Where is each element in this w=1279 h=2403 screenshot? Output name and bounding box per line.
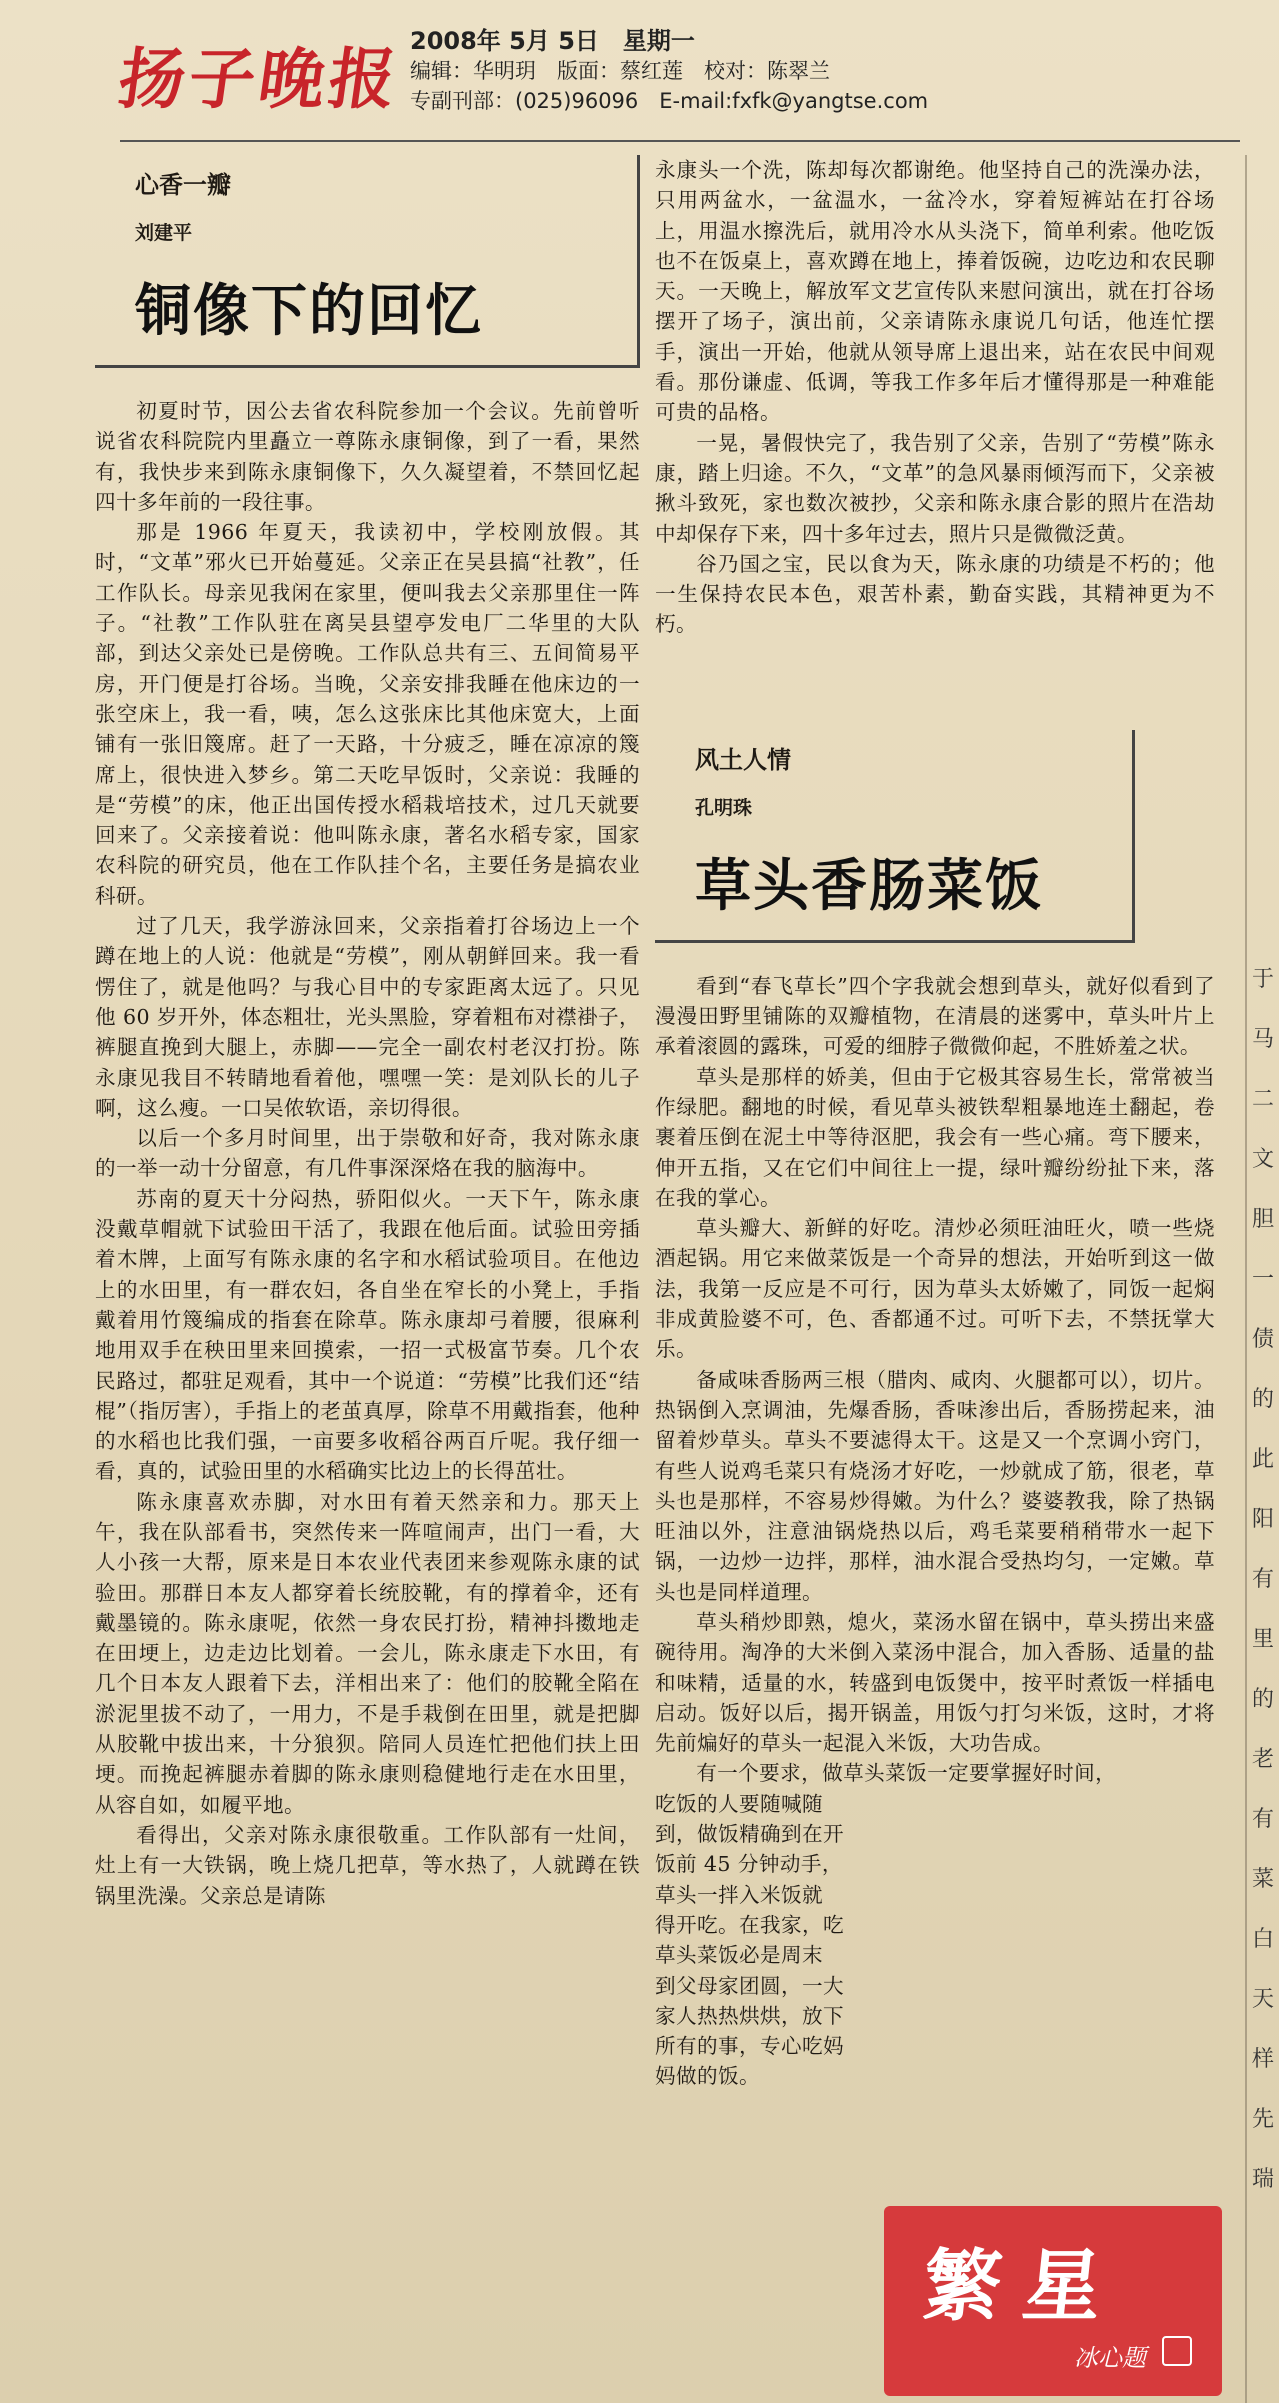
stamp-title: 繁星 <box>918 2241 1129 2332</box>
edge-char: 于 <box>1252 967 1275 992</box>
paragraph: 草头瓣大、新鲜的好吃。清炒必须旺油旺火，喷一些烧酒起锅。用它来做菜饭是一个奇异的想法，开始听到这一做法，我第一反应是不可行，因为草头太娇嫩了，同饭一起焖非成黄脸婆不可，色、香都通不过。可听下去，不禁抚掌大乐。 <box>655 1216 1215 1362</box>
masthead-meta <box>410 26 928 116</box>
edge-char: 的 <box>1252 1687 1275 1712</box>
paragraph: 看得出，父亲对陈永康很敬重。工作队部有一灶间，灶上有一大铁锅，晚上烧几把草，等水热了，人就蹲在铁锅里洗澡。父亲总是请陈 <box>95 1822 640 1908</box>
edge-char: 一 <box>1252 1267 1275 1292</box>
adjacent-page-edge <box>1252 950 1279 2210</box>
edge-char: 先 <box>1252 2107 1275 2132</box>
contact-line: 专副刊部：(025)96096 E-mail:fxfk@yangtse.com <box>410 89 929 113</box>
text-line: 草头一拌入米饭就 <box>655 1882 823 1907</box>
issue-date: 2008年 5月 5日 星期一 <box>410 27 695 55</box>
paragraph: 一晃，暑假快完了，我告别了父亲，告别了“劳模”陈永康，踏上归途。不久，“文革”的急风暴雨倾泻而下，父亲被揪斗致死，家也数次被抄，父亲和陈永康合影的照片在浩劫中却保存下来，四十多年过去，照片只是微微泛黄。 <box>655 430 1215 546</box>
newspaper-logo: 扬子晚报 <box>113 40 405 118</box>
edge-char: 天 <box>1252 1987 1275 2012</box>
column-divider <box>1245 155 1247 2403</box>
edge-char: 老 <box>1252 1747 1275 1772</box>
masthead <box>113 20 1160 130</box>
article2-header <box>655 730 1135 943</box>
text-line: 得开吃。在我家，吃 <box>655 1912 844 1937</box>
text-line: 到，做饭精确到在开 <box>655 1822 844 1847</box>
text-line: 家人热热烘烘，放下 <box>655 2003 844 2028</box>
text-line: 吃饭的人要随喊随 <box>655 1791 823 1816</box>
paragraph: 谷乃国之宝，民以食为天，陈永康的功绩是不朽的；他一生保持农民本色，艰苦朴素，勤奋实践，其精神更为不朽。 <box>655 551 1215 637</box>
paragraph: 有一个要求，做草头菜饭一定要掌握好时间， <box>696 1761 1117 1786</box>
column-tag: 心香一瓣 <box>135 171 231 199</box>
edge-char: 文 <box>1252 1147 1275 1172</box>
edge-char: 有 <box>1252 1807 1275 1832</box>
paragraph: 那是 1966 年夏天，我读初中，学校刚放假。其时，“文革”邪火已开始蔓延。父亲正在吴县搞“社教”，任工作队长。母亲见我闲在家里，便叫我去父亲那里住一阵子。“社教”工作队驻在离吴县望亭发电厂二华里的大队部，到达父亲处已是傍晚。工作队总共有三、五间简易平房，开门便是打谷场。当晚，父亲安排我睡在他床边的一张空床上，我一看，咦，怎么这张床比其他床宽大，上面铺有一张旧篾席。赶了一天路，十分疲乏，睡在凉凉的篾席上，很快进入梦乡。第二天吃早饭时，父亲说：我睡的是“劳模”的床，他正出国传授水稻栽培技术，过几天就要回来了。父亲接着说：他叫陈永康，著名水稻专家，国家农科院的研究员，他在工作队挂个名，主要任务是搞农业科研。 <box>95 520 640 908</box>
paragraph: 以后一个多月时间里，出于崇敬和好奇，我对陈永康的一举一动十分留意，有几件事深深烙在我的脑海中。 <box>95 1126 640 1181</box>
paragraph: 苏南的夏天十分闷热，骄阳似火。一天下午，陈永康没戴草帽就下试验田干活了，我跟在他后面。试验田旁插着木牌，上面写有陈永康的名字和水稻试验项目。在他边上的水田里，有一群农妇，各自坐在窄长的小凳上，手指戴着用竹篾编成的指套在除草。陈永康却弓着腰，很麻利地用双手在秧田里来回摸索，一招一式极富节奏。几个农民路过，都驻足观看，其中一个说道：“劳模”比我们还“结棍”（指厉害），手指上的老茧真厚，除草不用戴指套，他种的水稻也比我们强，一亩要多收稻谷两百斤呢。我仔细一看，真的，试验田里的水稻确实比边上的长得茁壮。 <box>95 1186 640 1484</box>
author: 孔明珠 <box>695 796 753 819</box>
stamp-signature: 冰心题 <box>1074 2344 1146 2372</box>
editors-line: 编辑：华明玥 版面：蔡红莲 校对：陈翠兰 <box>410 59 830 83</box>
edge-char: 里 <box>1252 1627 1275 1652</box>
edge-char: 样 <box>1252 2047 1275 2072</box>
article1-continuation <box>655 155 1215 640</box>
article2-body <box>655 971 1215 2092</box>
text-line: 饭前 45 分钟动手， <box>655 1852 843 1877</box>
paragraph: 草头稍炒即熟，熄火，菜汤水留在锅中，草头捞出来盛碗待用。淘净的大米倒入菜汤中混合，加入香肠、适量的盐和味精，适量的水，转盛到电饭煲中，按平时煮饭一样插电启动。饭好以后，揭开锅盖，用饭勺打匀米饭，这时，才将先前煸好的草头一起混入米饭，大功告成。 <box>655 1609 1215 1756</box>
paragraph: 草头是那样的娇美，但由于它极其容易生长，常常被当作绿肥。翻地的时候，看见草头被铁犁粗暴地连土翻起，卷裹着压倒在泥土中等待沤肥，我会有一些心痛。弯下腰来，伸开五指，又在它们中间往上一提，绿叶瓣纷纷扯下来，落在我的掌心。 <box>655 1064 1215 1210</box>
right-column <box>655 155 1215 2092</box>
article1-body <box>95 396 640 1911</box>
text-line: 草头菜饭必是周末 <box>655 1943 823 1968</box>
column-tag: 风土人情 <box>695 745 791 774</box>
edge-char: 有 <box>1252 1567 1275 1592</box>
edge-char: 瑞 <box>1252 2167 1275 2192</box>
paragraph: 过了几天，我学游泳回来，父亲指着打谷场边上一个蹲在地上的人说：他就是“劳模”，刚从朝鲜回来。我一看愣住了，就是他吗？与我心目中的专家距离太远了。只见他 60 岁开外，体态粗壮，光头黑脸，穿着粗布对襟褂子，裤腿直挽到大腿上，赤脚——完全一副农村老汉打扮。陈永康见我目不转睛地看着他，嘿嘿一笑：是刘队长的儿子啊，这么瘦。一口吴侬软语，亲切得很。 <box>95 914 640 1120</box>
headline: 草头香肠菜饭 <box>695 853 1043 919</box>
edge-char: 二 <box>1252 1087 1275 1112</box>
edge-char: 马 <box>1252 1027 1275 1052</box>
author: 刘建平 <box>135 222 193 244</box>
edge-char: 胆 <box>1252 1207 1275 1232</box>
edge-char: 债 <box>1252 1327 1275 1352</box>
paragraph: 永康头一个洗，陈却每次都谢绝。他坚持自己的洗澡办法，只用两盆水，一盆温水，一盆冷水，穿着短裤站在打谷场上，用温水擦洗后，就用冷水从头浇下，简单利索。他吃饭也不在饭桌上，喜欢蹲在地上，捧着饭碗，边吃边和农民聊天。一天晚上，解放军文艺宣传队来慰问演出，就在打谷场摆开了场子，演出前，父亲请陈永康说几句话，他连忙摆手，演出一开始，他就从领导席上退出来，站在农民中间观看。那份谦虚、低调，等我工作多年后才懂得那是一种难能可贵的品格。 <box>655 158 1215 425</box>
edge-char: 的 <box>1252 1387 1275 1412</box>
text-line: 到父母家团圆，一大 <box>655 1973 844 1998</box>
headline: 铜像下的回忆 <box>135 279 483 344</box>
edge-char: 此 <box>1252 1447 1275 1472</box>
article1-header <box>95 155 640 368</box>
text-line: 妈做的饭。 <box>655 2064 760 2089</box>
edge-char: 阳 <box>1252 1507 1275 1532</box>
paragraph: 陈永康喜欢赤脚，对水田有着天然亲和力。那天上午，我在队部看书，突然传来一阵喧闹声，出门一看，大人小孩一大帮，原来是日本农业代表团来参观陈永康的试验田。那群日本友人都穿着长统胶靴，有的撑着伞，还有戴墨镜的。陈永康呢，依然一身农民打扮，精神抖擞地走在田埂上，边走边比划着。一会儿，陈永康走下水田，有几个日本友人跟着下去，洋相出来了：他们的胶靴全陷在淤泥里拔不动了，一用力，不是手栽倒在田里，就是把脚从胶靴中拔出来，十分狼狈。陪同人员连忙把他们扶上田埂。而挽起裤腿赤着脚的陈永康则稳健地行走在水田里，从容自如，如履平地。 <box>95 1489 640 1817</box>
edge-char: 白 <box>1252 1927 1275 1952</box>
paragraph: 初夏时节，因公去省农科院参加一个会议。先前曾听说省农科院院内里矗立一尊陈永康铜像，到了一看，果然有，我快步来到陈永康铜像下，久久凝望着，不禁回忆起四十多年前的一段往事。 <box>95 399 640 514</box>
seal-icon <box>1162 2336 1192 2366</box>
article-copper-statue <box>95 155 640 1911</box>
short-lines-block <box>655 1789 955 2092</box>
spacer <box>655 640 1215 730</box>
paragraph: 备咸味香肠两三根（腊肉、咸肉、火腿都可以），切片。热锅倒入烹调油，先爆香肠，香味渗出后，香肠捞起来，油留着炒草头。草头不要滤得太干。这是又一个烹调小窍门，有些人说鸡毛菜只有烧汤才好吃，一炒就成了筋，很老，草头也是那样，不容易炒得嫩。为什么？婆婆教我，除了热锅旺油以外，注意油锅烧热以后，鸡毛菜要稍稍带水一起下锅，一边炒一边拌，那样，油水混合受热均匀，一定嫩。草头也是同样道理。 <box>655 1367 1215 1604</box>
text-line: 所有的事，专心吃妈 <box>655 2034 844 2059</box>
masthead-rule <box>120 140 1240 142</box>
edge-char: 菜 <box>1252 1867 1275 1892</box>
paragraph: 看到“春飞草长”四个字我就会想到草头，就好似看到了漫漫田野里铺陈的双瓣植物，在清晨的迷雾中，草头叶片上承着滚圆的露珠，可爱的细脖子微微仰起，不胜娇羞之状。 <box>655 973 1215 1059</box>
fanxing-column-stamp <box>884 2206 1222 2396</box>
